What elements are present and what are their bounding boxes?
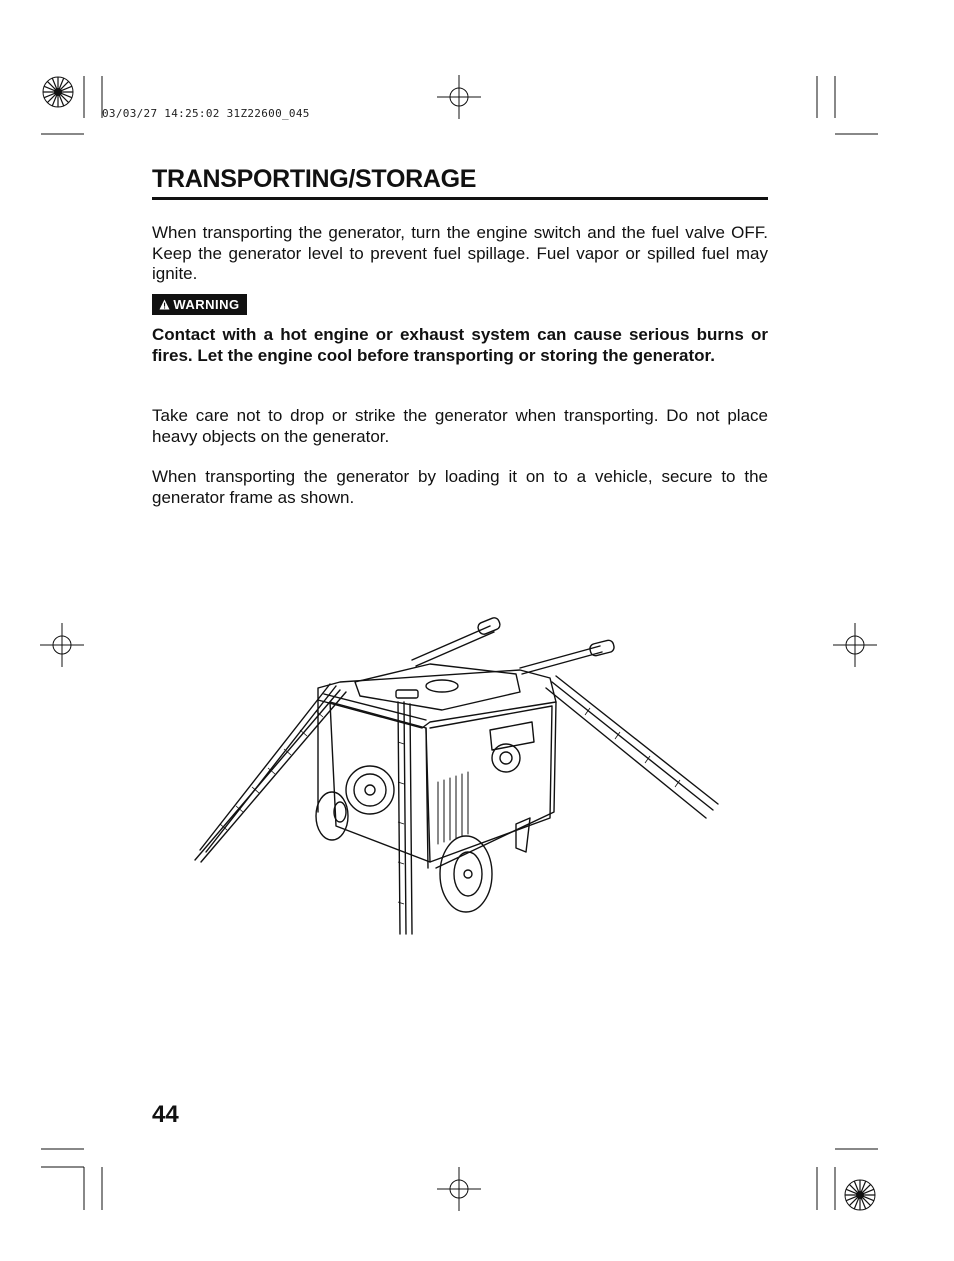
intro-paragraph: When transporting the generator, turn the engine switch and the fuel valve OFF. Keep the generator level to prevent fuel spillage. Fuel vapor or spilled fuel may ignite. xyxy=(152,223,768,284)
page-number: 44 xyxy=(152,1101,179,1128)
right-strap xyxy=(546,676,718,818)
warning-badge xyxy=(152,294,247,315)
front-strap xyxy=(398,702,412,934)
warning-triangle-icon xyxy=(159,299,170,310)
vehicle-paragraph: When transporting the generator by loading it on to a vehicle, secure to the generator frame as shown. xyxy=(152,467,768,507)
generator-secured-illustration xyxy=(190,612,730,942)
section-title: TRANSPORTING/STORAGE xyxy=(152,163,768,200)
warning-label: WARNING xyxy=(173,297,240,312)
handling-paragraph: Take care not to drop or strike the generator when transporting. Do not place heavy objects on the generator. xyxy=(152,406,768,446)
warning-text: Contact with a hot engine or exhaust system can cause serious burns or fires. Let the engine cool before transporting or storing the generator. xyxy=(152,325,768,365)
print-slug: 03/03/27 14:25:02 31Z22600_045 xyxy=(102,107,310,120)
